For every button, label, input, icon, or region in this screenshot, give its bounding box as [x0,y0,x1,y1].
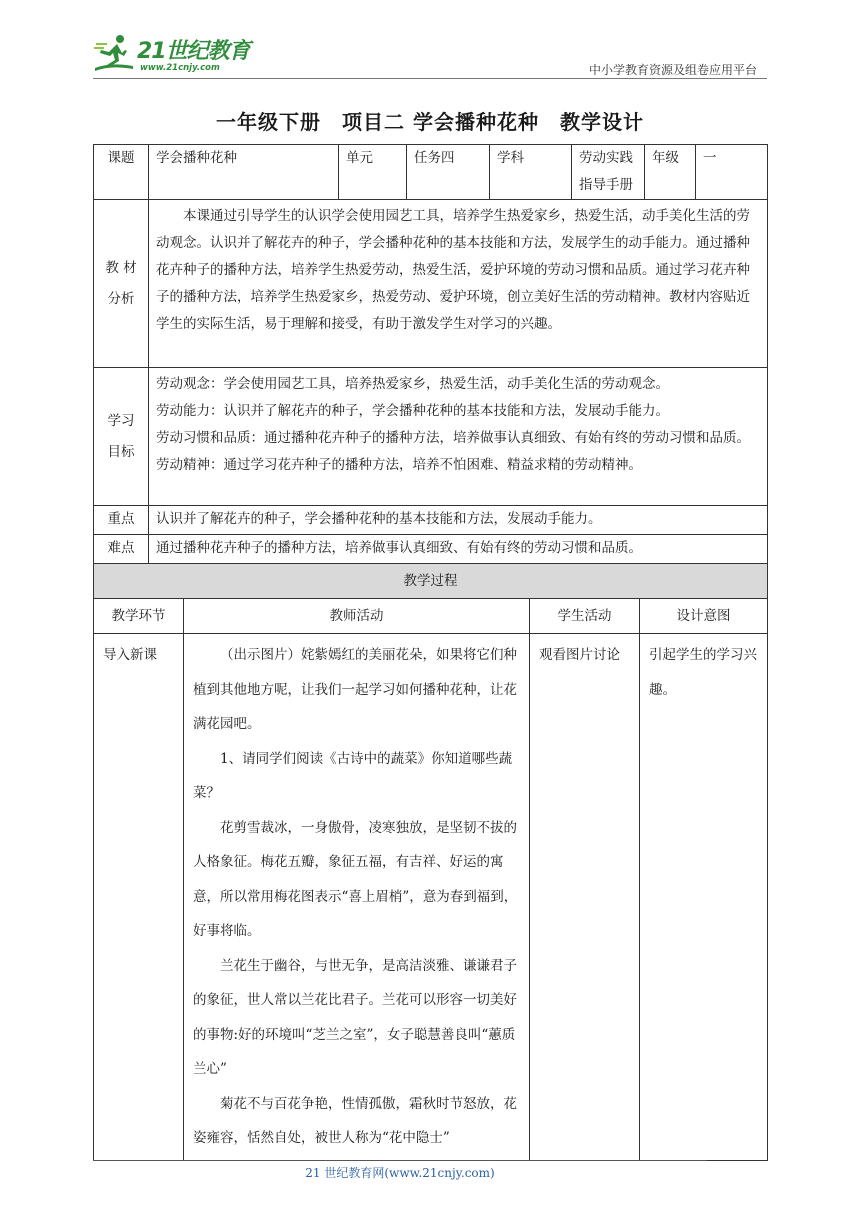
process-header-row [94,564,768,599]
process-header: 教学过程 [94,564,768,599]
unit-value: 任务四 [407,145,490,200]
page-header [93,30,767,80]
goals-list [149,368,768,506]
runner-logo-icon [93,32,137,74]
analysis-label: 教 材 分析 [94,200,149,368]
goal-item: 劳动能力：认识并了解花卉的种子，学会播种花种的基本技能和方法，发展动手能力。 [156,403,669,419]
key-label: 重点 [94,506,149,535]
difficulty-text: 通过播种花卉种子的播种方法，培养做事认真细致、有始有终的劳动习惯和品质。 [149,535,768,564]
info-row-key [94,506,768,535]
teacher-paragraph: 1、请同学们阅读《古诗中的蔬菜》你知道哪些蔬菜？ [193,750,513,801]
page-title: 一年级下册 项目二 学会播种花种 教学设计 [216,110,644,134]
process-table [93,563,768,1161]
goal-item: 劳动观念：学会使用园艺工具，培养热爱家乡，热爱生活，动手美化生活的劳动观念。 [156,376,669,392]
process-columns-row [94,599,768,634]
logo-title: 21世纪教育 [137,39,250,64]
platform-name: 中小学教育资源及组卷应用平台 [588,63,757,77]
analysis-text: 本课通过引导学生的认识学会使用园艺工具，培养学生热爱家乡，热爱生活，动手美化生活的劳动观念。认识并了解花卉的种子，学会播种花种的基本技能和方法，发展学生的动手能力。通过播种花卉种子的播种方法，培养学生热爱劳动，热爱生活，爱护环境的劳动习惯和品质。通过学习花卉种子的播种方法，培养学生热爱家乡，热爱劳动、爱护环境，创立美好生活的劳动精神。教材内容贴近学生的实际生活，易于理解和接受，有助于激发学生对学习的兴趣。 [149,200,768,368]
difficulty-label: 难点 [94,535,149,564]
table-row [94,634,768,1161]
info-row-goals [94,368,768,506]
grade-value: 一 [696,145,768,200]
teacher-paragraph: （出示图片）姹紫嫣红的美丽花朵，如果将它们种植到其他地方呢，让我们一起学习如何播种花种，让花满花园吧。 [193,647,517,732]
lesson-info-table [93,144,768,564]
info-row-analysis [94,200,768,368]
teacher-paragraph: 兰花生于幽谷，与世无争，是高洁淡雅、谦谦君子的象征，世人常以兰花比君子。兰花可以形容一切美好的事物:好的环境叫“芝兰之室”，女子聪慧善良叫“蕙质兰心” [193,957,517,1077]
stage-cell: 导入新课 [94,634,184,1161]
column-intent: 设计意图 [640,599,768,634]
info-row-difficulty [94,535,768,564]
course-value: 学会播种花种 [149,145,339,200]
footer-link[interactable]: 21 世纪教育网(www.21cnjy.com) [305,1166,495,1180]
grade-label: 年级 [645,145,696,200]
column-teacher: 教师活动 [184,599,530,634]
site-logo[interactable] [93,30,263,78]
column-student: 学生活动 [530,599,640,634]
footer-divider [93,1160,707,1161]
subject-label: 学科 [490,145,572,200]
header-divider [93,78,767,79]
teacher-paragraph: 花剪雪裁冰，一身傲骨，凌寒独放，是坚韧不拔的人格象征。梅花五瓣，象征五福，有吉祥、好运的寓意，所以常用梅花图表示“喜上眉梢”，意为春到福到，好事将临。 [193,819,518,939]
info-row-basic [94,145,768,200]
logo-url: www.21cnjy.com [140,63,220,73]
key-text: 认识并了解花卉的种子，学会播种花种的基本技能和方法，发展动手能力。 [149,506,768,535]
design-intent: 引起学生的学习兴趣。 [640,634,768,1161]
student-activity: 观看图片讨论 [530,634,640,1161]
goal-item: 劳动精神：通过学习花卉种子的播种方法，培养不怕困难、精益求精的劳动精神。 [156,457,642,473]
course-label: 课题 [94,145,149,200]
goal-item: 劳动习惯和品质：通过播种花卉种子的播种方法，培养做事认真细致、有始有终的劳动习惯和品质。 [156,430,750,446]
subject-value: 劳动实践指导手册 [572,145,645,200]
teacher-activity [184,634,530,1161]
column-stage: 教学环节 [94,599,184,634]
unit-label: 单元 [339,145,407,200]
goals-label: 学习目标 [94,368,149,506]
teacher-paragraph: 菊花不与百花争艳，性情孤傲，霜秋时节怒放，花姿雍容，恬然自处，被世人称为“花中隐士” [193,1095,517,1146]
